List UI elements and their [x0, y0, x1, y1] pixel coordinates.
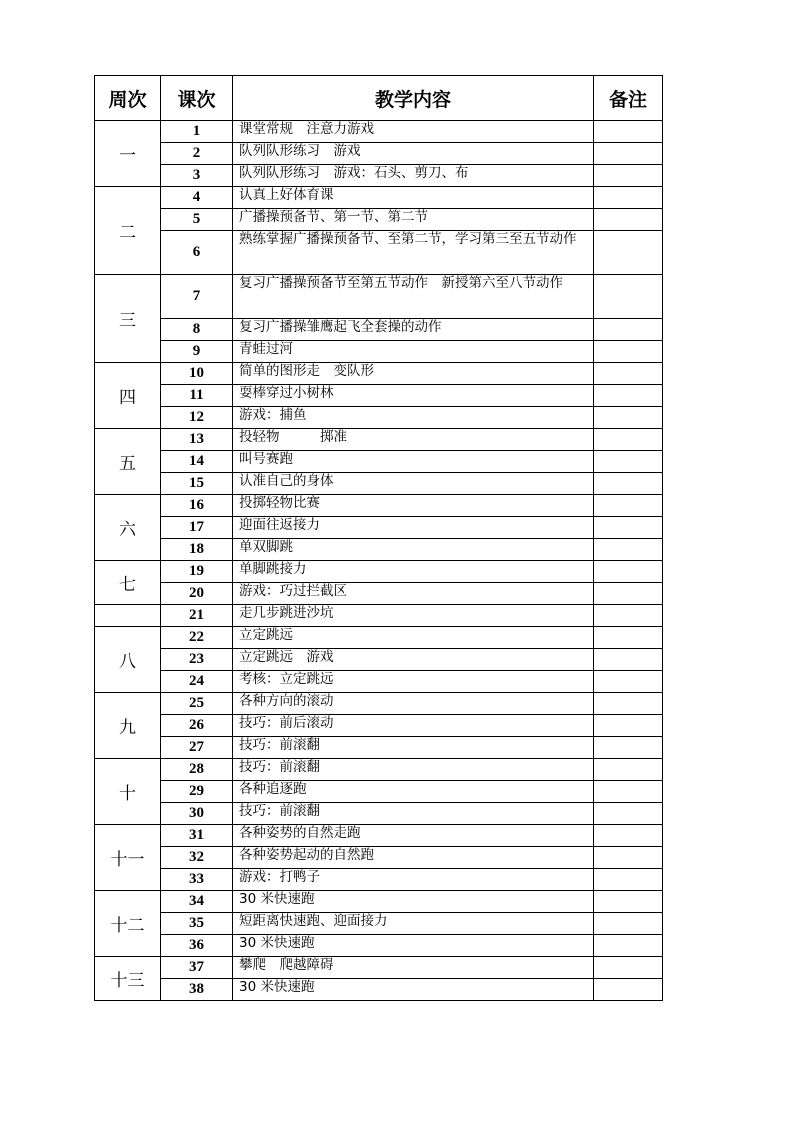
- table-row: [95, 517, 663, 539]
- note-cell: [594, 957, 663, 979]
- lesson-number-cell: 19: [161, 561, 233, 583]
- lesson-number-cell: 32: [161, 847, 233, 869]
- note-cell: [594, 187, 663, 209]
- lesson-content-cell: 投轻物 掷准: [233, 429, 594, 451]
- lesson-number-cell: 10: [161, 363, 233, 385]
- lesson-content-cell: 认准自己的身体: [233, 473, 594, 495]
- lesson-content-cell: 立定跳远 游戏: [233, 649, 594, 671]
- lesson-content-cell: 各种姿势起动的自然跑: [233, 847, 594, 869]
- lesson-content-cell: 课堂常规 注意力游戏: [233, 121, 594, 143]
- lesson-content-cell: 认真上好体育课: [233, 187, 594, 209]
- table-row: [95, 803, 663, 825]
- lesson-number-cell: 38: [161, 979, 233, 1001]
- table-row: [95, 319, 663, 341]
- table-row: [95, 649, 663, 671]
- table-row: [95, 781, 663, 803]
- table-row: [95, 869, 663, 891]
- note-cell: [594, 847, 663, 869]
- note-cell: [594, 627, 663, 649]
- lesson-number-cell: 31: [161, 825, 233, 847]
- table-row: [95, 891, 663, 913]
- header-week: 周次: [95, 76, 161, 121]
- table-row: [95, 825, 663, 847]
- note-cell: [594, 121, 663, 143]
- lesson-content-cell: 熟练掌握广播操预备节、至第二节，学习第三至五节动作: [233, 231, 594, 275]
- note-cell: [594, 539, 663, 561]
- header-content: 教学内容: [233, 76, 594, 121]
- lesson-number-cell: 24: [161, 671, 233, 693]
- table-row: [95, 209, 663, 231]
- lesson-number-cell: 2: [161, 143, 233, 165]
- lesson-content-cell: 30 米快速跑: [233, 935, 594, 957]
- note-cell: [594, 275, 663, 319]
- note-cell: [594, 693, 663, 715]
- note-cell: [594, 583, 663, 605]
- lesson-number-cell: 4: [161, 187, 233, 209]
- lesson-number-cell: 26: [161, 715, 233, 737]
- table-row: [95, 495, 663, 517]
- lesson-number-cell: 23: [161, 649, 233, 671]
- lesson-content-cell: 耍棒穿过小树林: [233, 385, 594, 407]
- week-cell: 十一: [95, 825, 161, 891]
- week-cell: 七: [95, 561, 161, 605]
- table-row: [95, 671, 663, 693]
- teaching-schedule-table: [94, 75, 663, 1001]
- table-row: [95, 737, 663, 759]
- table-row: [95, 363, 663, 385]
- note-cell: [594, 759, 663, 781]
- lesson-number-cell: 17: [161, 517, 233, 539]
- note-cell: [594, 231, 663, 275]
- lesson-content-cell: 游戏：打鸭子: [233, 869, 594, 891]
- note-cell: [594, 561, 663, 583]
- table-row: [95, 143, 663, 165]
- lesson-content-cell: 各种追逐跑: [233, 781, 594, 803]
- lesson-number-cell: 3: [161, 165, 233, 187]
- table-row: [95, 605, 663, 627]
- lesson-number-cell: 33: [161, 869, 233, 891]
- note-cell: [594, 671, 663, 693]
- lesson-number-cell: 28: [161, 759, 233, 781]
- table-row: [95, 561, 663, 583]
- lesson-number-cell: 1: [161, 121, 233, 143]
- lesson-number-cell: 5: [161, 209, 233, 231]
- header-lesson: 课次: [161, 76, 233, 121]
- table-row: [95, 473, 663, 495]
- table-row: [95, 847, 663, 869]
- note-cell: [594, 407, 663, 429]
- note-cell: [594, 143, 663, 165]
- schedule-body: [95, 121, 663, 1001]
- lesson-content-cell: 30 米快速跑: [233, 891, 594, 913]
- lesson-number-cell: 7: [161, 275, 233, 319]
- lesson-content-cell: 复习广播操雏鹰起飞全套操的动作: [233, 319, 594, 341]
- lesson-number-cell: 14: [161, 451, 233, 473]
- week-cell: 四: [95, 363, 161, 429]
- lesson-content-cell: 攀爬 爬越障碍: [233, 957, 594, 979]
- table-row: [95, 539, 663, 561]
- lesson-number-cell: 12: [161, 407, 233, 429]
- table-row: [95, 341, 663, 363]
- table-row: [95, 957, 663, 979]
- table-row: [95, 583, 663, 605]
- note-cell: [594, 605, 663, 627]
- note-cell: [594, 935, 663, 957]
- table-row: [95, 121, 663, 143]
- lesson-number-cell: 30: [161, 803, 233, 825]
- week-cell: 十: [95, 759, 161, 825]
- note-cell: [594, 319, 663, 341]
- lesson-number-cell: 27: [161, 737, 233, 759]
- week-cell: 三: [95, 275, 161, 363]
- note-cell: [594, 781, 663, 803]
- lesson-content-cell: 投掷轻物比赛: [233, 495, 594, 517]
- lesson-content-cell: 复习广播操预备节至第五节动作 新授第六至八节动作: [233, 275, 594, 319]
- lesson-number-cell: 34: [161, 891, 233, 913]
- note-cell: [594, 451, 663, 473]
- table-row: [95, 715, 663, 737]
- table-row: [95, 165, 663, 187]
- note-cell: [594, 473, 663, 495]
- lesson-content-cell: 队列队形练习 游戏: [233, 143, 594, 165]
- note-cell: [594, 517, 663, 539]
- note-cell: [594, 341, 663, 363]
- lesson-content-cell: 迎面往返接力: [233, 517, 594, 539]
- week-cell: 九: [95, 693, 161, 759]
- note-cell: [594, 649, 663, 671]
- lesson-number-cell: 35: [161, 913, 233, 935]
- lesson-content-cell: 短距离快速跑、迎面接力: [233, 913, 594, 935]
- week-cell: 六: [95, 495, 161, 561]
- table-row: [95, 231, 663, 275]
- week-cell: [95, 605, 161, 627]
- note-cell: [594, 209, 663, 231]
- lesson-content-cell: 叫号赛跑: [233, 451, 594, 473]
- lesson-number-cell: 36: [161, 935, 233, 957]
- table-row: [95, 759, 663, 781]
- header-note: 备注: [594, 76, 663, 121]
- lesson-content-cell: 各种姿势的自然走跑: [233, 825, 594, 847]
- lesson-number-cell: 29: [161, 781, 233, 803]
- note-cell: [594, 495, 663, 517]
- table-row: [95, 429, 663, 451]
- lesson-content-cell: 立定跳远: [233, 627, 594, 649]
- lesson-number-cell: 21: [161, 605, 233, 627]
- lesson-number-cell: 9: [161, 341, 233, 363]
- lesson-content-cell: 技巧：前后滚动: [233, 715, 594, 737]
- table-row: [95, 385, 663, 407]
- lesson-content-cell: 技巧：前滚翻: [233, 759, 594, 781]
- lesson-content-cell: 30 米快速跑: [233, 979, 594, 1001]
- week-cell: 十三: [95, 957, 161, 1001]
- lesson-number-cell: 8: [161, 319, 233, 341]
- lesson-number-cell: 18: [161, 539, 233, 561]
- table-row: [95, 275, 663, 319]
- note-cell: [594, 803, 663, 825]
- lesson-content-cell: 游戏：捕鱼: [233, 407, 594, 429]
- lesson-number-cell: 37: [161, 957, 233, 979]
- note-cell: [594, 737, 663, 759]
- lesson-content-cell: 走几步跳进沙坑: [233, 605, 594, 627]
- lesson-number-cell: 13: [161, 429, 233, 451]
- week-cell: 一: [95, 121, 161, 187]
- lesson-number-cell: 15: [161, 473, 233, 495]
- lesson-content-cell: 游戏：巧过拦截区: [233, 583, 594, 605]
- lesson-content-cell: 技巧：前滚翻: [233, 737, 594, 759]
- header-row: [95, 76, 663, 121]
- lesson-content-cell: 单脚跳接力: [233, 561, 594, 583]
- lesson-number-cell: 16: [161, 495, 233, 517]
- week-cell: 二: [95, 187, 161, 275]
- week-cell: 十二: [95, 891, 161, 957]
- note-cell: [594, 913, 663, 935]
- week-cell: 八: [95, 627, 161, 693]
- table-row: [95, 187, 663, 209]
- lesson-content-cell: 青蛙过河: [233, 341, 594, 363]
- note-cell: [594, 429, 663, 451]
- table-row: [95, 407, 663, 429]
- lesson-content-cell: 各种方向的滚动: [233, 693, 594, 715]
- lesson-number-cell: 25: [161, 693, 233, 715]
- lesson-number-cell: 6: [161, 231, 233, 275]
- lesson-number-cell: 11: [161, 385, 233, 407]
- table-row: [95, 627, 663, 649]
- note-cell: [594, 979, 663, 1001]
- note-cell: [594, 891, 663, 913]
- note-cell: [594, 385, 663, 407]
- note-cell: [594, 715, 663, 737]
- week-cell: 五: [95, 429, 161, 495]
- lesson-number-cell: 20: [161, 583, 233, 605]
- note-cell: [594, 825, 663, 847]
- table-row: [95, 451, 663, 473]
- lesson-content-cell: 队列队形练习 游戏：石头、剪刀、布: [233, 165, 594, 187]
- table-row: [95, 913, 663, 935]
- lesson-content-cell: 考核：立定跳远: [233, 671, 594, 693]
- note-cell: [594, 165, 663, 187]
- lesson-content-cell: 广播操预备节、第一节、第二节: [233, 209, 594, 231]
- note-cell: [594, 869, 663, 891]
- lesson-number-cell: 22: [161, 627, 233, 649]
- table-row: [95, 693, 663, 715]
- lesson-content-cell: 单双脚跳: [233, 539, 594, 561]
- table-row: [95, 935, 663, 957]
- note-cell: [594, 363, 663, 385]
- lesson-content-cell: 技巧：前滚翻: [233, 803, 594, 825]
- table-row: [95, 979, 663, 1001]
- lesson-content-cell: 简单的图形走 变队形: [233, 363, 594, 385]
